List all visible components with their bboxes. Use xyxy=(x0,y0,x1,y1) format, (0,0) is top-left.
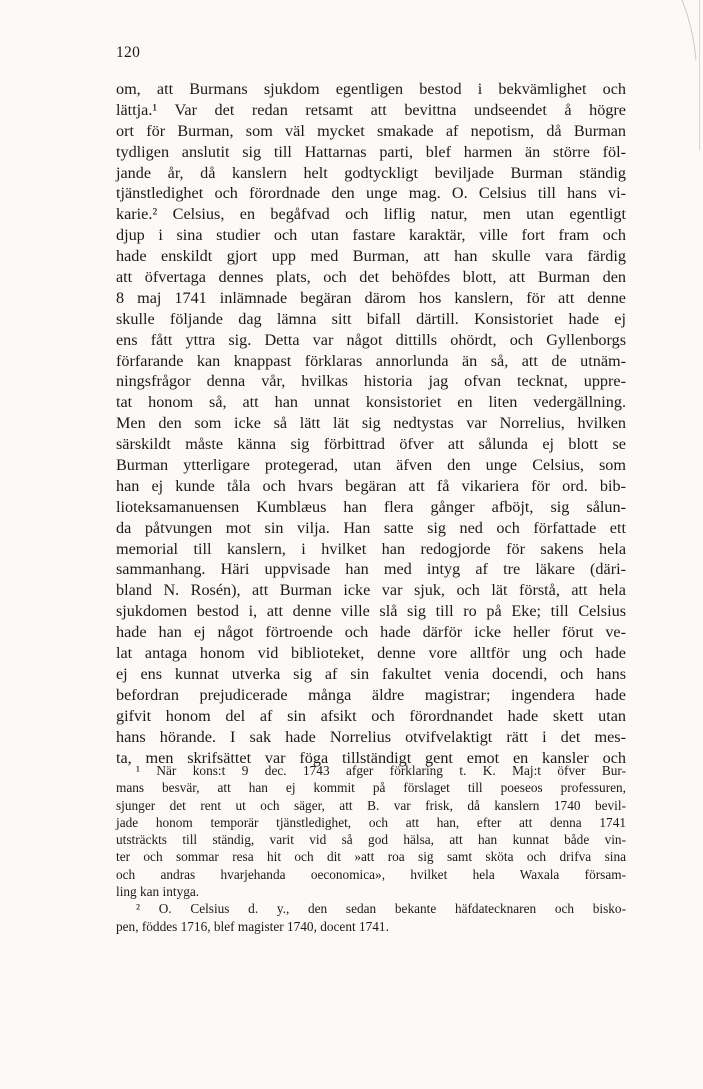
body-line: da påtvungen mot sin vilja. Han satte sig ned och författade ett xyxy=(116,518,626,537)
body-line: ort för Burman, som väl mycket smakade af nepotism, då Burman xyxy=(116,121,626,140)
footnote-line: ² O. Celsius d. y., den sedan bekante häfdatecknaren och bisko- xyxy=(136,901,626,917)
body-line: ta, men skrifsättet var föga tillständigt gent emot en kansler och xyxy=(116,748,626,767)
body-line: sammanhang. Häri uppvisade han med intyg af tre läkare (däri- xyxy=(116,560,626,579)
body-line: hade han ej något förtroende och hade därför icke heller förut ve- xyxy=(116,623,626,642)
footnote-line: mans besvär, att han ej kommit på förslaget till poeseos professuren, xyxy=(116,780,626,796)
body-line: lat antaga honom vid biblioteket, denne vore alltför ung och hade xyxy=(116,644,626,663)
body-line: djup i sina studier och utan fastare karaktär, ville fort fram och xyxy=(116,226,626,245)
footnote-line: sjunger det rent ut och säger, att B. var frisk, då kanslern 1740 bevil- xyxy=(116,797,626,813)
body-line: ens fått yttra sig. Detta var något dittills ohördt, och Gyllenborgs xyxy=(116,330,626,349)
footnote-line: utsträckts till ständig, varit vid så god hälsa, att han kunnat både vin- xyxy=(116,832,626,848)
page-edge-curve xyxy=(676,0,703,60)
body-text xyxy=(116,79,626,768)
body-line: karie.² Celsius, en begåfvad och liflig natur, men utan egentligt xyxy=(116,205,626,224)
footnote-line: och andras hvarjehanda oeconomica», hvilket hela Waxala försam- xyxy=(116,866,626,882)
body-line: sjukdomen bestod i, att denne ville slå sig till ro på Eke; till Celsius xyxy=(116,602,626,621)
body-line: om, att Burmans sjukdom egentligen bestod i bekvämlighet och xyxy=(116,80,626,98)
body-line: han ej kunde tåla och hvars begäran att få vikariera för ord. bib- xyxy=(116,476,626,495)
body-line: särskildt måste känna sig förbittrad öfver att sålunda ej blott se xyxy=(116,435,626,454)
body-line: memorial till kanslern, i hvilket han redogjorde för sakens hela xyxy=(116,539,626,558)
body-line: Men den som icke så lätt lät sig nedtystas var Norrelius, hvilken xyxy=(116,414,626,433)
body-line: 8 maj 1741 inlämnade begäran därom hos kanslern, för att denne xyxy=(116,288,626,307)
body-line: att öfvertaga dennes plats, och det behöfdes blott, att Burman den xyxy=(116,268,626,287)
body-line: förfarande kan knappast förklaras annorlunda än så, att de utnäm- xyxy=(116,351,626,370)
body-line: jande år, då kanslern helt godtyckligt beviljade Burman ständig xyxy=(116,163,626,182)
footnote-line: ter och sommar resa hit och dit »att roa sig samt sköta och drifva sina xyxy=(116,849,626,865)
body-line: ningsfrågor denna vår, hvilkas historia jag ofvan tecknat, uppre- xyxy=(116,372,626,391)
body-line: Burman ytterligare protegerad, utan äfven den unge Celsius, som xyxy=(116,456,626,475)
body-line: befordran prejudicerade många äldre magistrar; ingendera hade xyxy=(116,685,626,704)
body-line: tjänstledighet och förordnade den unge mag. O. Celsius till hans vi- xyxy=(116,184,626,203)
body-line: tat honom så, att han unnat konsistoriet en liten vedergällning. xyxy=(116,393,626,412)
footnote-line: ling kan intyga. xyxy=(116,884,200,900)
body-line: lioteksamanuensen Kumblæus han flera gånger afböjt, sig sålun- xyxy=(116,497,626,516)
footnote-line: ¹ När kons:t 9 dec. 1743 afger förklaring t. K. Maj:t öfver Bur- xyxy=(136,763,626,778)
body-line: skulle följande dag lämna sitt bifall därtill. Konsistoriet hade ej xyxy=(116,309,626,328)
page-number: 120 xyxy=(116,44,141,61)
footnotes xyxy=(116,762,626,935)
footnote-line: pen, föddes 1716, blef magister 1740, docent 1741. xyxy=(116,918,389,934)
body-line: hans hörande. I sak hade Norrelius otvifvelaktigt rätt i det mes- xyxy=(116,727,626,746)
body-line: tydligen anslutit sig till Hattarnas parti, blef harmen än större föl- xyxy=(116,142,626,161)
body-line: lättja.¹ Var det redan retsamt att bevittna undseendet å högre xyxy=(116,100,626,119)
footnote-line: jade honom temporär tjänstledighet, och att han, efter att denna 1741 xyxy=(116,814,626,830)
body-line: ej ens kunnat utverka sig af sin fakultet venia docendi, och hans xyxy=(116,664,626,683)
body-line: gifvit honom del af sin afsikt och förordnandet hade skett utan xyxy=(116,706,626,725)
body-line: hade enskildt gjort upp med Burman, att han skulle vara färdig xyxy=(116,247,626,266)
body-line: bland N. Rosén), att Burman icke var sjuk, och lät förstå, att hela xyxy=(116,581,626,600)
